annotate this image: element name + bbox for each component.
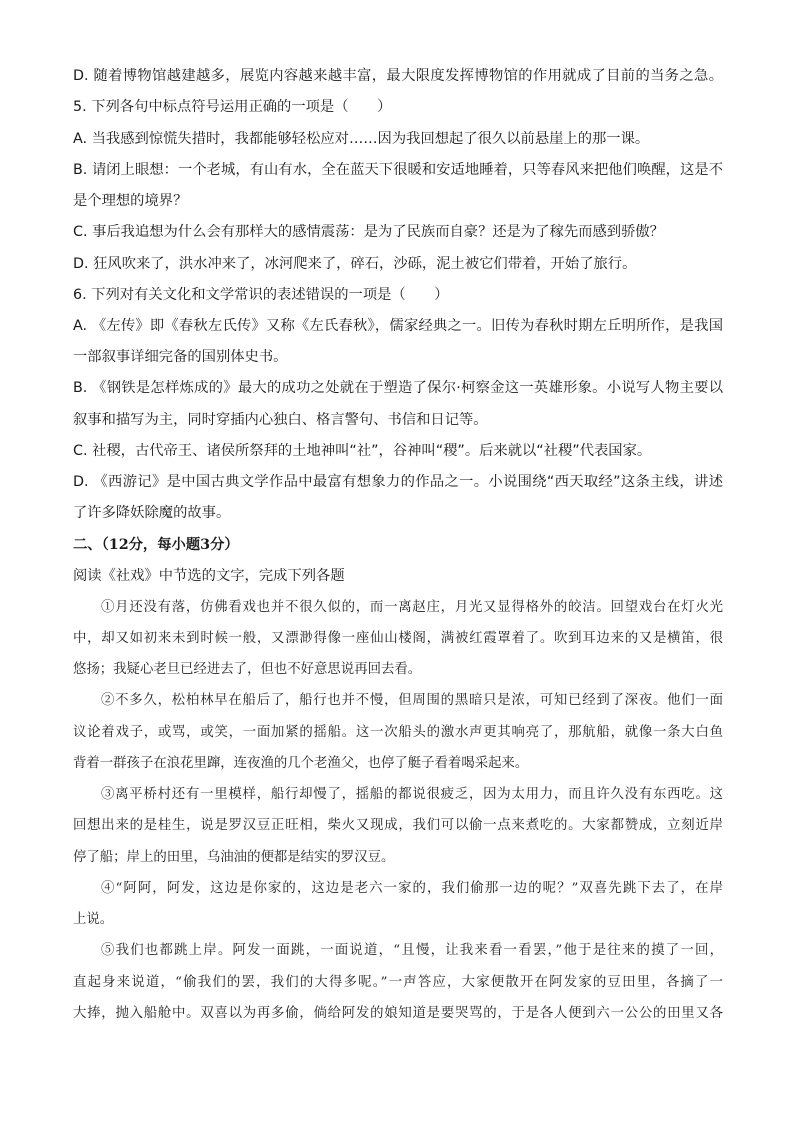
q4-option-d: D. 随着博物馆越建越多，展览内容越来越丰富，最大限度发挥博物馆的作用就成了目前的当务之急。	[73, 68, 723, 84]
q6-option-c: C. 社稷，古代帝王、诸侯所祭拜的土地神叫“社”，谷神叫“稷”。后来就以“社稷”代表国家。	[73, 443, 652, 459]
passage-p2-line3: 背着一群孩子在浪花里蹿，连夜渔的几个老渔父，也停了艇子看着喝采起来。	[73, 756, 529, 771]
passage-p3-line1: ③离平桥村还有一里模样，船行却慢了，摇船的都说很疲乏，因为太用力，而且许久没有东西吃。这	[101, 787, 723, 802]
passage-p3-line2: 回想出来的是桂生，说是罗汉豆正旺相，柴火又现成，我们可以偷一点来煮吃的。大家都赞成，立刻近岸	[73, 818, 723, 833]
passage-p5-line1: ⑤我们也都跳上岸。阿发一面跳，一面说道，“且慢，让我来看一看罢，”他于是往来的摸了一回，	[101, 943, 723, 958]
q6-stem: 6. 下列对有关文化和文学常识的表述错误的一项是（ ）	[73, 287, 449, 303]
q6-option-b-line2: 叙事和描写为主，同时穿插内心独白、格言警句、书信和日记等。	[73, 412, 488, 428]
q6-option-b-line1: B. 《钢铁是怎样炼成的》最大的成功之处就在于塑造了保尔·柯察金这一英雄形象。小说写人物主要以	[73, 380, 723, 396]
passage-p2-line2: 议论着戏子，或骂，或笑，一面加紧的摇船。这一次船头的激水声更其响亮了，那航船，就像一条大白鱼	[73, 725, 723, 740]
passage-p2-line1: ②不多久，松柏林早在船后了，船行也并不慢，但周围的黑暗只是浓，可知已经到了深夜。他们一面	[101, 693, 723, 708]
passage-p4-line1: ④“阿阿，阿发，这边是你家的，这边是老六一家的，我们偷那一边的呢？”双喜先跳下去了，在岸	[101, 881, 723, 896]
q5-option-c: C. 事后我追想为什么会有那样大的感情震荡：是为了民族而自豪？还是为了稼先而感到骄傲？	[73, 224, 664, 240]
q5-option-a: A. 当我感到惊慌失措时，我都能够轻松应对……因为我回想起了很久以前悬崖上的那一课。	[73, 131, 650, 147]
q6-option-a-line1: A. 《左传》即《春秋左氏传》又称《左氏春秋》，儒家经典之一。旧传为春秋时期左丘明所作，是我国	[73, 318, 723, 334]
q5-stem: 5. 下列各句中标点符号运用正确的一项是（ ）	[73, 99, 392, 115]
section-instruction: 阅读《社戏》中节选的文字，完成下列各题	[73, 568, 345, 584]
q5-option-d: D. 狂风吹来了，洪水冲来了，冰河爬来了，碎石，沙砾，泥土被它们带着，开始了旅行。	[73, 256, 637, 272]
passage-p5-line2: 直起身来说道，“偷我们的罢，我们的大得多呢。”一声答应，大家便散开在阿发家的豆田里，各摘了一	[73, 975, 723, 990]
q5-option-b-line1: B. 请闭上眼想：一个老城，有山有水，全在蓝天下很暖和安适地睡着，只等春风来把他们唤醒，这是不	[73, 162, 723, 178]
passage-p3-line3: 停了船；岸上的田里，乌油油的便都是结实的罗汉豆。	[73, 850, 395, 865]
q6-option-d-line1: D. 《西游记》是中国古典文学作品中最富有想象力的作品之一。小说围绕“西天取经”这条主线，讲述	[73, 474, 723, 490]
passage-p1-line3: 悠扬；我疑心老旦已经进去了，但也不好意思说再回去看。	[73, 662, 422, 677]
passage-p1-line1: ①月还没有落，仿佛看戏也并不很久似的，而一离赵庄，月光又显得格外的皎洁。回望戏台在灯火光	[101, 600, 723, 615]
q6-option-a-line2: 一部叙事详细完备的国别体史书。	[73, 349, 288, 365]
passage-p4-line2: 上说。	[73, 912, 114, 927]
q6-option-d-line2: 了许多降妖除魔的故事。	[73, 505, 231, 521]
passage-p1-line2: 中，却又如初来未到时候一般，又漂渺得像一座仙山楼阁，满被红霞罩着了。吹到耳边来的又是横笛，很	[73, 631, 723, 646]
passage-p5-line3: 大捧，抛入船舱中。双喜以为再多偷，倘给阿发的娘知道是要哭骂的，于是各人便到六一公公的田里又各	[73, 1006, 723, 1021]
section-heading: 二、（12分，每小题3分）	[73, 537, 239, 553]
q5-option-b-line2: 是个理想的境界？	[73, 193, 188, 209]
